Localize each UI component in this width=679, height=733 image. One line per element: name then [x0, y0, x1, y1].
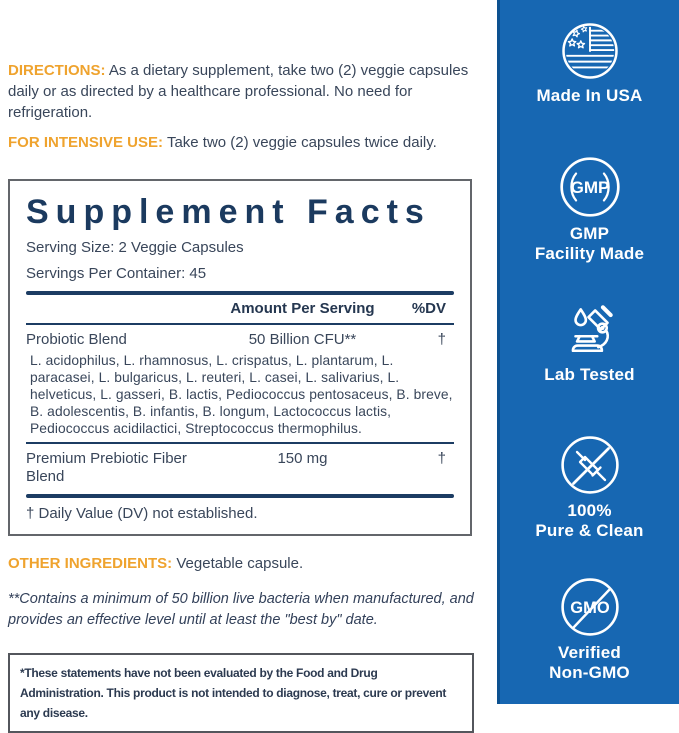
gmp-icon — [559, 156, 621, 218]
badge-lab-tested — [500, 297, 679, 385]
usa-flag-icon — [561, 22, 619, 80]
directions-label: DIRECTIONS: — [8, 62, 106, 79]
intensive-use-text — [8, 132, 486, 153]
cfu-guarantee-note: **Contains a minimum of 50 billion live bacteria when manufactured, and provides an effective level until at least the "best by" date. — [8, 591, 474, 628]
directions-body: As a dietary supplement, take two (2) veggie capsules daily or as directed by a healthcare professional. No need for refrigeration. — [8, 62, 469, 121]
servings-per-container: Servings Per Container: 45 — [26, 265, 207, 282]
table-row — [26, 331, 454, 349]
badge-non-gmo — [500, 577, 679, 683]
ingredient-name: Probiotic Blend — [26, 331, 127, 348]
badge-label: Verified Non-GMO — [549, 643, 630, 682]
supplement-facts-title: Supplement Facts — [26, 193, 431, 231]
directions-text — [8, 60, 486, 123]
ingredient-name: Premium Prebiotic Fiber Blend — [26, 450, 187, 485]
badge-label: Lab Tested — [544, 365, 635, 384]
fda-disclaimer-box — [8, 653, 474, 733]
badge-gmp-facility — [500, 156, 679, 264]
intensive-use-label: FOR INTENSIVE USE: — [8, 134, 164, 151]
microscope-icon — [559, 297, 621, 359]
badge-label: 100% Pure & Clean — [535, 501, 644, 540]
ingredient-amount: 50 Billion CFU** — [248, 331, 357, 348]
badge-made-in-usa — [500, 22, 679, 106]
amount-column-header: Amount Per Serving — [230, 300, 375, 317]
divider — [26, 291, 454, 295]
divider — [26, 442, 454, 444]
divider — [26, 494, 454, 498]
ingredient-dv: † — [437, 331, 446, 348]
serving-size: Serving Size: 2 Veggie Capsules — [26, 239, 244, 256]
svg-text:GMO: GMO — [569, 599, 610, 617]
no-gmo-icon — [560, 577, 620, 637]
svg-text:GMP: GMP — [570, 178, 609, 198]
supplement-facts-box — [8, 179, 472, 536]
divider — [26, 323, 454, 325]
probiotic-species-list: L. acidophilus, L. rhamnosus, L. crispatus, L. plantarum, L. paracasei, L. bulgaricus, L. reuteri, L. casei, L. salivarius, L. helveticus, L. gasseri, B. lactis, Pediococcus pentosaceus, B. breve, B. adolescentis, B. infantis, B. longum, Lactococcus lactis, Pediococcus acidilactici, Streptococcus thermophilus. — [30, 353, 453, 436]
other-ingredients-body: Vegetable capsule. — [176, 555, 304, 572]
intensive-use-body: Take two (2) veggie capsules twice daily. — [166, 134, 437, 151]
badge-label: Made In USA — [536, 86, 643, 105]
dv-footnote: † Daily Value (DV) not established. — [26, 505, 258, 522]
no-syringe-icon — [560, 435, 620, 495]
table-row — [26, 450, 454, 486]
ingredient-amount: 150 mg — [277, 450, 328, 467]
badge-pure-clean — [500, 435, 679, 541]
other-ingredients-label: OTHER INGREDIENTS: — [8, 555, 173, 572]
badge-sidebar — [497, 0, 679, 704]
table-header-row — [26, 300, 454, 318]
other-ingredients-text — [8, 553, 486, 574]
dv-column-header: %DV — [411, 300, 446, 317]
ingredient-dv: † — [437, 450, 446, 467]
badge-label: GMP Facility Made — [534, 224, 645, 263]
fda-disclaimer-text: *These statements have not been evaluated by the Food and Drug Administration. This product is not intended to diagnose, treat, cure or prevent any disease. — [20, 666, 447, 720]
